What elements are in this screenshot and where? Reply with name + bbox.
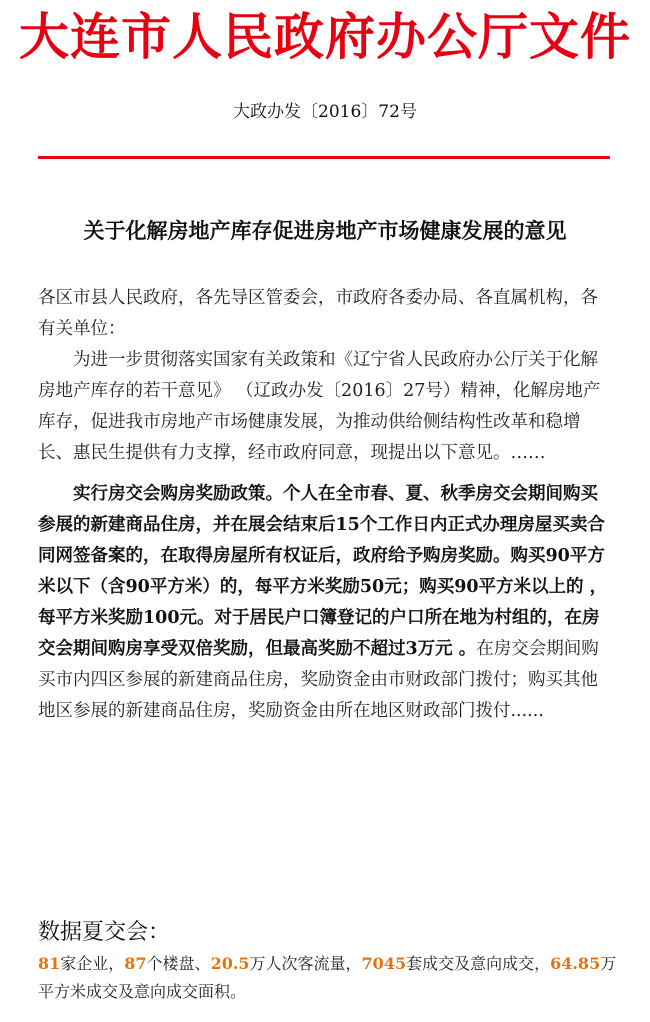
policy-paragraph [38, 479, 614, 727]
stat-unit: 家企业， [60, 954, 125, 973]
stat-value: 20.5 [210, 954, 250, 973]
stats-line [38, 950, 618, 1006]
document-body [38, 283, 614, 727]
stat-unit: 万人次客流量， [249, 954, 362, 973]
stat-value: 81 [38, 954, 61, 973]
stat-unit: 万平方米成交及意向成交面积。 [38, 954, 617, 1001]
policy-bold-text: 实行房交会购房奖励政策。个人在全市春、夏、秋季房交会期间购买参展的新建商品住房，并在展会结束后15个工作日内正式办理房屋买卖合同网签备案的，在取得房屋所有权证后，政府给予购房奖励。购买90平方米以下（含90平方米）的，每平方米奖励50元；购买90平方米以上的 ，每平方米奖励100元。对于居民户口簿登记的户口所在地为村组的，在房交会期间购房享受双倍奖励，但最高奖励不超过3万元 。 [38, 484, 608, 659]
document-number: 大政办发〔2016〕72号 [233, 102, 417, 122]
stat-value: 64.85 [550, 954, 601, 973]
stat-unit: 套成交及意向成交， [406, 954, 551, 973]
red-divider-rule [38, 156, 610, 159]
stat-unit: 个楼盘、 [146, 954, 211, 973]
document-title: 关于化解房地产库存促进房地产市场健康发展的意见 [83, 218, 567, 243]
masthead-title: 大连市人民政府办公厅文件 [19, 7, 631, 66]
stats-section [38, 918, 618, 1006]
stat-value: 87 [124, 954, 147, 973]
intro-paragraph: 为进一步贯彻落实国家有关政策和《辽宁省人民政府办公厅关于化解房地产库存的若干意见》 （辽政办发〔2016〕27号）精神，化解房地产库存，促进我市房地产市场健康发展，为推动供给侧结构性改革和稳增长、惠民生提供有力支撑，经市政府同意，现提出以下意见。…… [38, 350, 601, 463]
addressee-paragraph: 各区市县人民政府，各先导区管委会，市政府各委办局、各直属机构，各有关单位： [38, 288, 598, 339]
stat-value: 7045 [361, 954, 407, 973]
policy-normal-text: 在房交会期间购买市内四区参展的新建商品住房，奖励资金由市财政部门拨付；购买其他地区参展的新建商品住房，奖励资金由所在地区财政部门拨付...... [38, 639, 599, 721]
stats-title: 数据夏交会： [38, 920, 171, 945]
